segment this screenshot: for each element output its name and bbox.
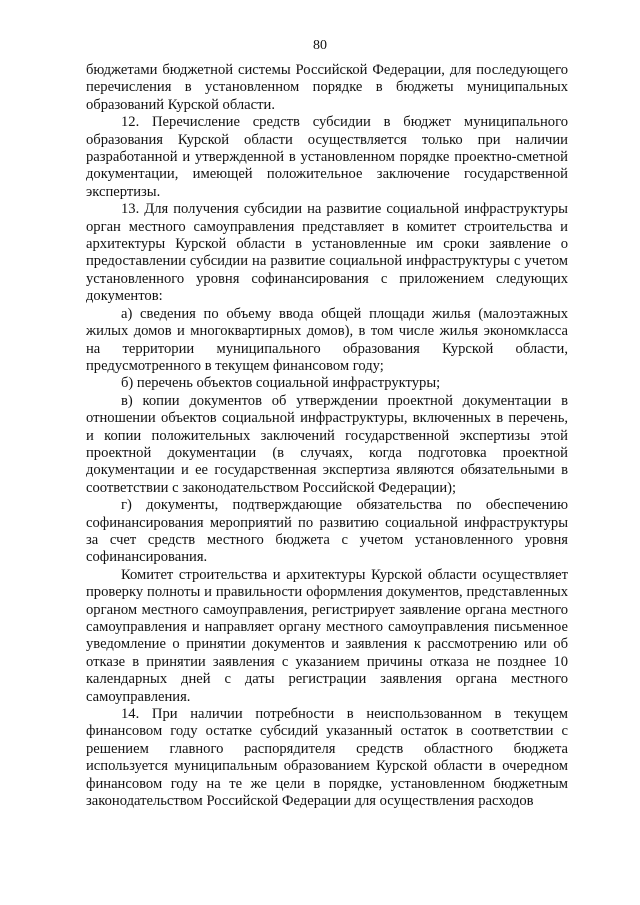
paragraph-12: 12. Перечисление средств субсидии в бюджет муниципального образования Курской области осуществляется только при наличии разработанной и утвержденной в установленном порядке проектно-сметной документации, имеющей положительное заключение государственной экспертизы. [86,114,568,200]
paragraph-13: 13. Для получения субсидии на развитие социальной инфраструктуры орган местного самоуправления представляет в комитет строительства и архитектуры Курской области в установленные им сроки заявление о предоставлении субсидии на развитие социальной инфраструктуры с учетом установленного уровня софинансирования с приложением следующих документов: [86,201,568,305]
paragraph-13-item-g: г) документы, подтверждающие обязательства по обеспечению софинансирования мероприятий по развитию социальной инфраструктуры за счет средств местного бюджета с учетом установленного уровня софинансирования. [86,497,568,566]
page-number: 80 [313,38,327,53]
paragraph-continuation: бюджетами бюджетной системы Российской Федерации, для последующего перечисления в установленном порядке в бюджеты муниципальных образований Курской области. [86,62,568,113]
document-body [86,62,568,810]
paragraph-committee-review: Комитет строительства и архитектуры Курской области осуществляет проверку полноты и правильности оформления документов, представленных органом местного самоуправления, регистрирует заявление органа местного самоуправления и направляет органу местного самоуправления письменное уведомление о принятии документов и заявления к рассмотрению или об отказе в принятии заявления с указанием причины отказа не позднее 10 календарных дней с даты регистрации заявления органа местного самоуправления. [86,566,568,705]
paragraph-13-item-a: а) сведения по объему ввода общей площади жилья (малоэтажных жилых домов и многоквартирных домов), в том числе жилья экономкласса на территории муниципального образования Курской области, предусмотренного в текущем финансовом году; [86,305,568,374]
paragraph-13-item-b: б) перечень объектов социальной инфраструктуры; [121,375,441,392]
paragraph-14: 14. При наличии потребности в неиспользованном в текущем финансовом году остатке субсидий указанный остаток в соответствии с решением главного распорядителя средств областного бюджета используется муниципальным образованием Курской области в очередном финансовом году на те же цели в порядке, установленном бюджетным законодательством Российской Федерации для осуществления расходов [86,706,568,810]
paragraph-13-item-v: в) копии документов об утверждении проектной документации в отношении объектов социальной инфраструктуры, включенных в перечень, и копии положительных заключений государственной экспертизы этой проектной документации (в случаях, когда подготовка проектной документации и ее государственная экспертиза являются обязательными в соответствии с законодательством Российской Федерации); [86,392,568,496]
